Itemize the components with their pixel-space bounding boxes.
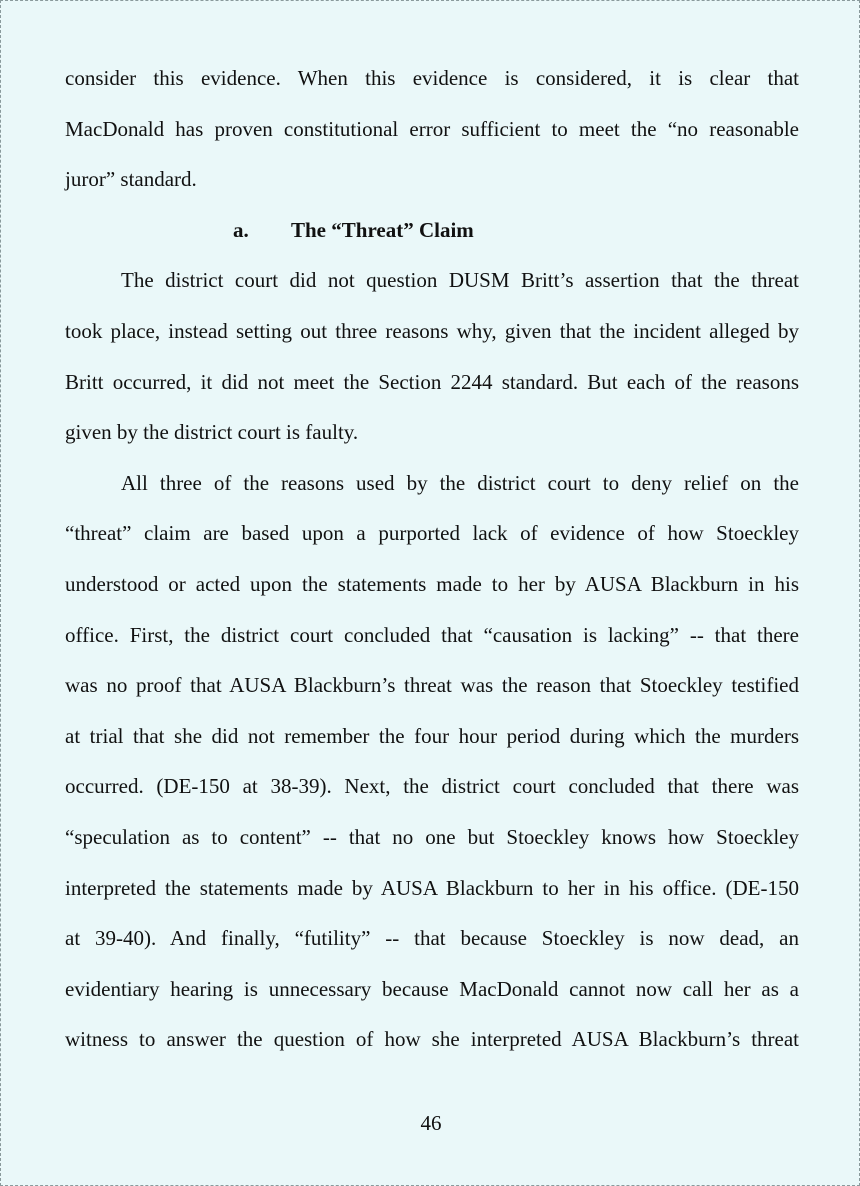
- section-heading-number: a.: [233, 217, 249, 242]
- text-line: “speculation as to content” -- that no one but Stoeckley knows how Stoeckley: [65, 824, 799, 849]
- text-line: took place, instead setting out three reasons why, given that the incident alleged by: [65, 318, 799, 343]
- text-line: consider this evidence. When this evidence is considered, it is clear that: [65, 66, 799, 90]
- page-number: 46: [420, 1111, 442, 1135]
- text-line: understood or acted upon the statements made to her by AUSA Blackburn in his: [65, 571, 799, 596]
- text-line: interpreted the statements made by AUSA Blackburn to her in his office. (DE-150: [65, 875, 799, 900]
- text-line: given by the district court is faulty.: [65, 420, 359, 445]
- text-line: evidentiary hearing is unnecessary because MacDonald cannot now call her as a: [65, 976, 799, 1001]
- section-heading-title: The “Threat” Claim: [291, 217, 474, 242]
- section-heading: [65, 205, 799, 256]
- text-line: witness to answer the question of how she interpreted AUSA Blackburn’s threat: [65, 1027, 799, 1052]
- document-body: [65, 53, 799, 1065]
- text-line: office. First, the district court concluded that “causation is lacking” -- that there: [65, 622, 799, 647]
- text-line: All three of the reasons used by the district court to deny relief on the: [121, 470, 799, 495]
- text-line: The district court did not question DUSM Britt’s assertion that the threat: [121, 268, 799, 293]
- text-line: MacDonald has proven constitutional error sufficient to meet the “no reasonable: [65, 116, 799, 141]
- text-line: at 39-40). And finally, “futility” -- that because Stoeckley is now dead, an: [65, 926, 799, 951]
- text-line: Britt occurred, it did not meet the Section 2244 standard. But each of the reasons: [65, 369, 799, 394]
- text-line: at trial that she did not remember the four hour period during which the murders: [65, 723, 799, 748]
- text-line: juror” standard.: [65, 167, 197, 192]
- text-line: was no proof that AUSA Blackburn’s threat was the reason that Stoeckley testified: [65, 673, 799, 698]
- text-line: occurred. (DE-150 at 38-39). Next, the district court concluded that there was: [65, 774, 799, 799]
- text-line: “threat” claim are based upon a purported lack of evidence of how Stoeckley: [65, 521, 799, 546]
